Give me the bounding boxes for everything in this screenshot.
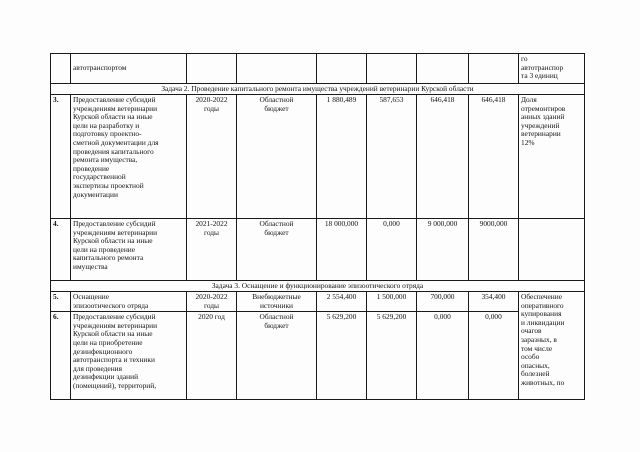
year-2022-cell: 0,000 — [469, 312, 519, 400]
period-cell: 2021-2022 годы — [187, 219, 237, 281]
task-heading-row — [51, 84, 585, 95]
measure-name-cell: Оснащение эпизоотического отряда — [71, 292, 187, 312]
period-cell: 2020-2022 годы — [187, 95, 237, 219]
row-number-cell: 4. — [51, 219, 71, 281]
budget-table — [50, 53, 585, 400]
year-2021-cell: 700,000 — [417, 292, 469, 312]
year-2022-cell — [469, 54, 519, 84]
result-cell: Доля отремонтиров анных зданий учреждений ветеринарии 12% — [519, 95, 585, 219]
measure-name-cell: Предоставление субсидий учреждениям ветеринарии Курской области на иные цели на приобретение дезинфекционного автотранспорта и техники для проведения дезинфекции зданий (помещений), территорий, — [71, 312, 187, 400]
total-cell: 18 000,000 — [317, 219, 367, 281]
total-cell: 1 880,489 — [317, 95, 367, 219]
task-3-title: Задача 3. Оснащение и функционирование эпизоотического отряда — [51, 281, 585, 292]
year-2022-cell: 354,400 — [469, 292, 519, 312]
table-row — [51, 312, 585, 400]
row-number-cell: 6. — [51, 312, 71, 400]
table-row — [51, 219, 585, 281]
year-2021-cell — [417, 54, 469, 84]
period-cell: 2020 год — [187, 312, 237, 400]
year-2020-cell: 5 629,200 — [367, 312, 417, 400]
source-cell: Внебюджетные источники — [237, 292, 317, 312]
measure-name-cell: Предоставление субсидий учреждениям ветеринарии Курской области на иные цели на разработку и подготовку проектно- сметной документации для проведения капитального ремонта имущества, проведение государственной экспертизы проектной документации — [71, 95, 187, 219]
year-2021-cell: 0,000 — [417, 312, 469, 400]
year-2020-cell: 1 500,000 — [367, 292, 417, 312]
row-number-cell: 3. — [51, 95, 71, 219]
table-row — [51, 95, 585, 219]
year-2022-cell: 9000,000 — [469, 219, 519, 281]
total-cell — [317, 54, 367, 84]
task-heading-row — [51, 281, 585, 292]
source-cell: Областной бюджет — [237, 312, 317, 400]
year-2020-cell: 587,653 — [367, 95, 417, 219]
year-2021-cell: 646,418 — [417, 95, 469, 219]
row-number-cell: 5. — [51, 292, 71, 312]
period-cell: 2020-2022 годы — [187, 292, 237, 312]
table-row — [51, 54, 585, 84]
year-2020-cell — [367, 54, 417, 84]
total-cell: 5 629,200 — [317, 312, 367, 400]
source-cell: Областной бюджет — [237, 219, 317, 281]
period-cell — [187, 54, 237, 84]
year-2021-cell: 9 000,000 — [417, 219, 469, 281]
row-number-cell — [51, 54, 71, 84]
year-2020-cell: 0,000 — [367, 219, 417, 281]
task-2-title: Задача 2. Проведение капитального ремонта имущества учреждений ветеринарии Курской области — [51, 84, 585, 95]
measure-name-cell: автотранспортом — [71, 54, 187, 84]
result-cell: го автотранспор та 3 единиц — [519, 54, 585, 84]
result-cell: Обеспечение оперативного купирования и ликвидации очагов заразных, в том числе особо опасных, болезней животных, по — [519, 292, 585, 400]
source-cell: Областной бюджет — [237, 95, 317, 219]
table-row — [51, 292, 585, 312]
year-2022-cell: 646,418 — [469, 95, 519, 219]
source-cell — [237, 54, 317, 84]
result-cell — [519, 219, 585, 281]
measure-name-cell: Предоставление субсидий учреждениям ветеринарии Курской области на иные цели на проведение капитального ремонта имущества — [71, 219, 187, 281]
total-cell: 2 554,400 — [317, 292, 367, 312]
